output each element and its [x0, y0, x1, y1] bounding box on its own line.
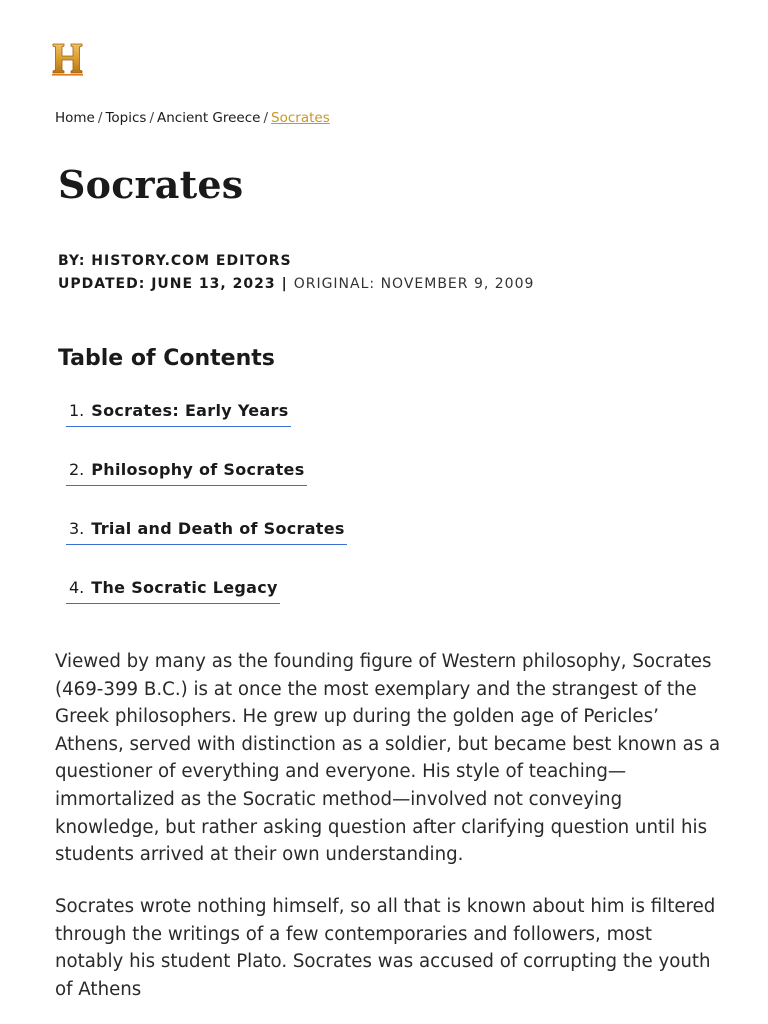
toc-item-philosophy[interactable]	[66, 457, 307, 486]
body-paragraph: Socrates wrote nothing himself, so all that is known about him is filtered through the writings of a few contemporaries and followers, most notably his student Plato. Socrates was accused of corrupting the youth of Athens	[55, 896, 716, 1000]
toc-item-number: 4.	[69, 578, 85, 597]
toc-item-trial-and-death[interactable]	[66, 516, 347, 545]
toc-item-label: The Socratic Legacy	[91, 578, 278, 597]
toc-item-number: 1.	[69, 401, 85, 420]
toc-item-early-years[interactable]	[66, 398, 291, 427]
history-logo-icon	[51, 42, 84, 76]
breadcrumb-home[interactable]: Home	[55, 110, 95, 126]
toc-item-number: 3.	[69, 519, 85, 538]
toc-item-label: Philosophy of Socrates	[91, 460, 305, 479]
breadcrumb-topics[interactable]: Topics	[105, 110, 147, 126]
original-date: ORIGINAL: NOVEMBER 9, 2009	[293, 276, 535, 292]
breadcrumb-ancient-greece[interactable]: Ancient Greece	[157, 110, 261, 126]
table-of-contents	[66, 398, 347, 634]
body-paragraph: Viewed by many as the founding figure of Western philosophy, Socrates (469-399 B.C.) is at once the most exemplary and the strangest of the Greek philosophers. He grew up during the golden age of Pericles’ Athens, served with distinction as a soldier, but became best known as a questioner of everything and everyone. His style of teaching—immortalized as the Socratic method—involved not conveying knowledge, but rather asking question after clarifying question until his students arrived at their own understanding.	[55, 651, 721, 866]
breadcrumb-separator: /	[97, 110, 103, 126]
history-logo[interactable]	[51, 42, 84, 76]
breadcrumb	[55, 110, 330, 126]
byline: BY: HISTORY.COM EDITORS	[58, 253, 292, 269]
breadcrumb-separator: /	[149, 110, 154, 126]
breadcrumb-separator: /	[263, 110, 269, 126]
toc-item-label: Socrates: Early Years	[91, 401, 289, 420]
toc-item-label: Trial and Death of Socrates	[91, 519, 345, 538]
date-separator: |	[281, 276, 288, 292]
toc-heading: Table of Contents	[58, 346, 275, 371]
breadcrumb-current[interactable]: Socrates	[271, 110, 330, 126]
updated-date: UPDATED: JUNE 13, 2023	[58, 276, 276, 292]
toc-item-number: 2.	[69, 460, 85, 479]
page-title: Socrates	[58, 162, 244, 207]
article-dates	[58, 276, 534, 292]
toc-item-legacy[interactable]	[66, 575, 280, 604]
